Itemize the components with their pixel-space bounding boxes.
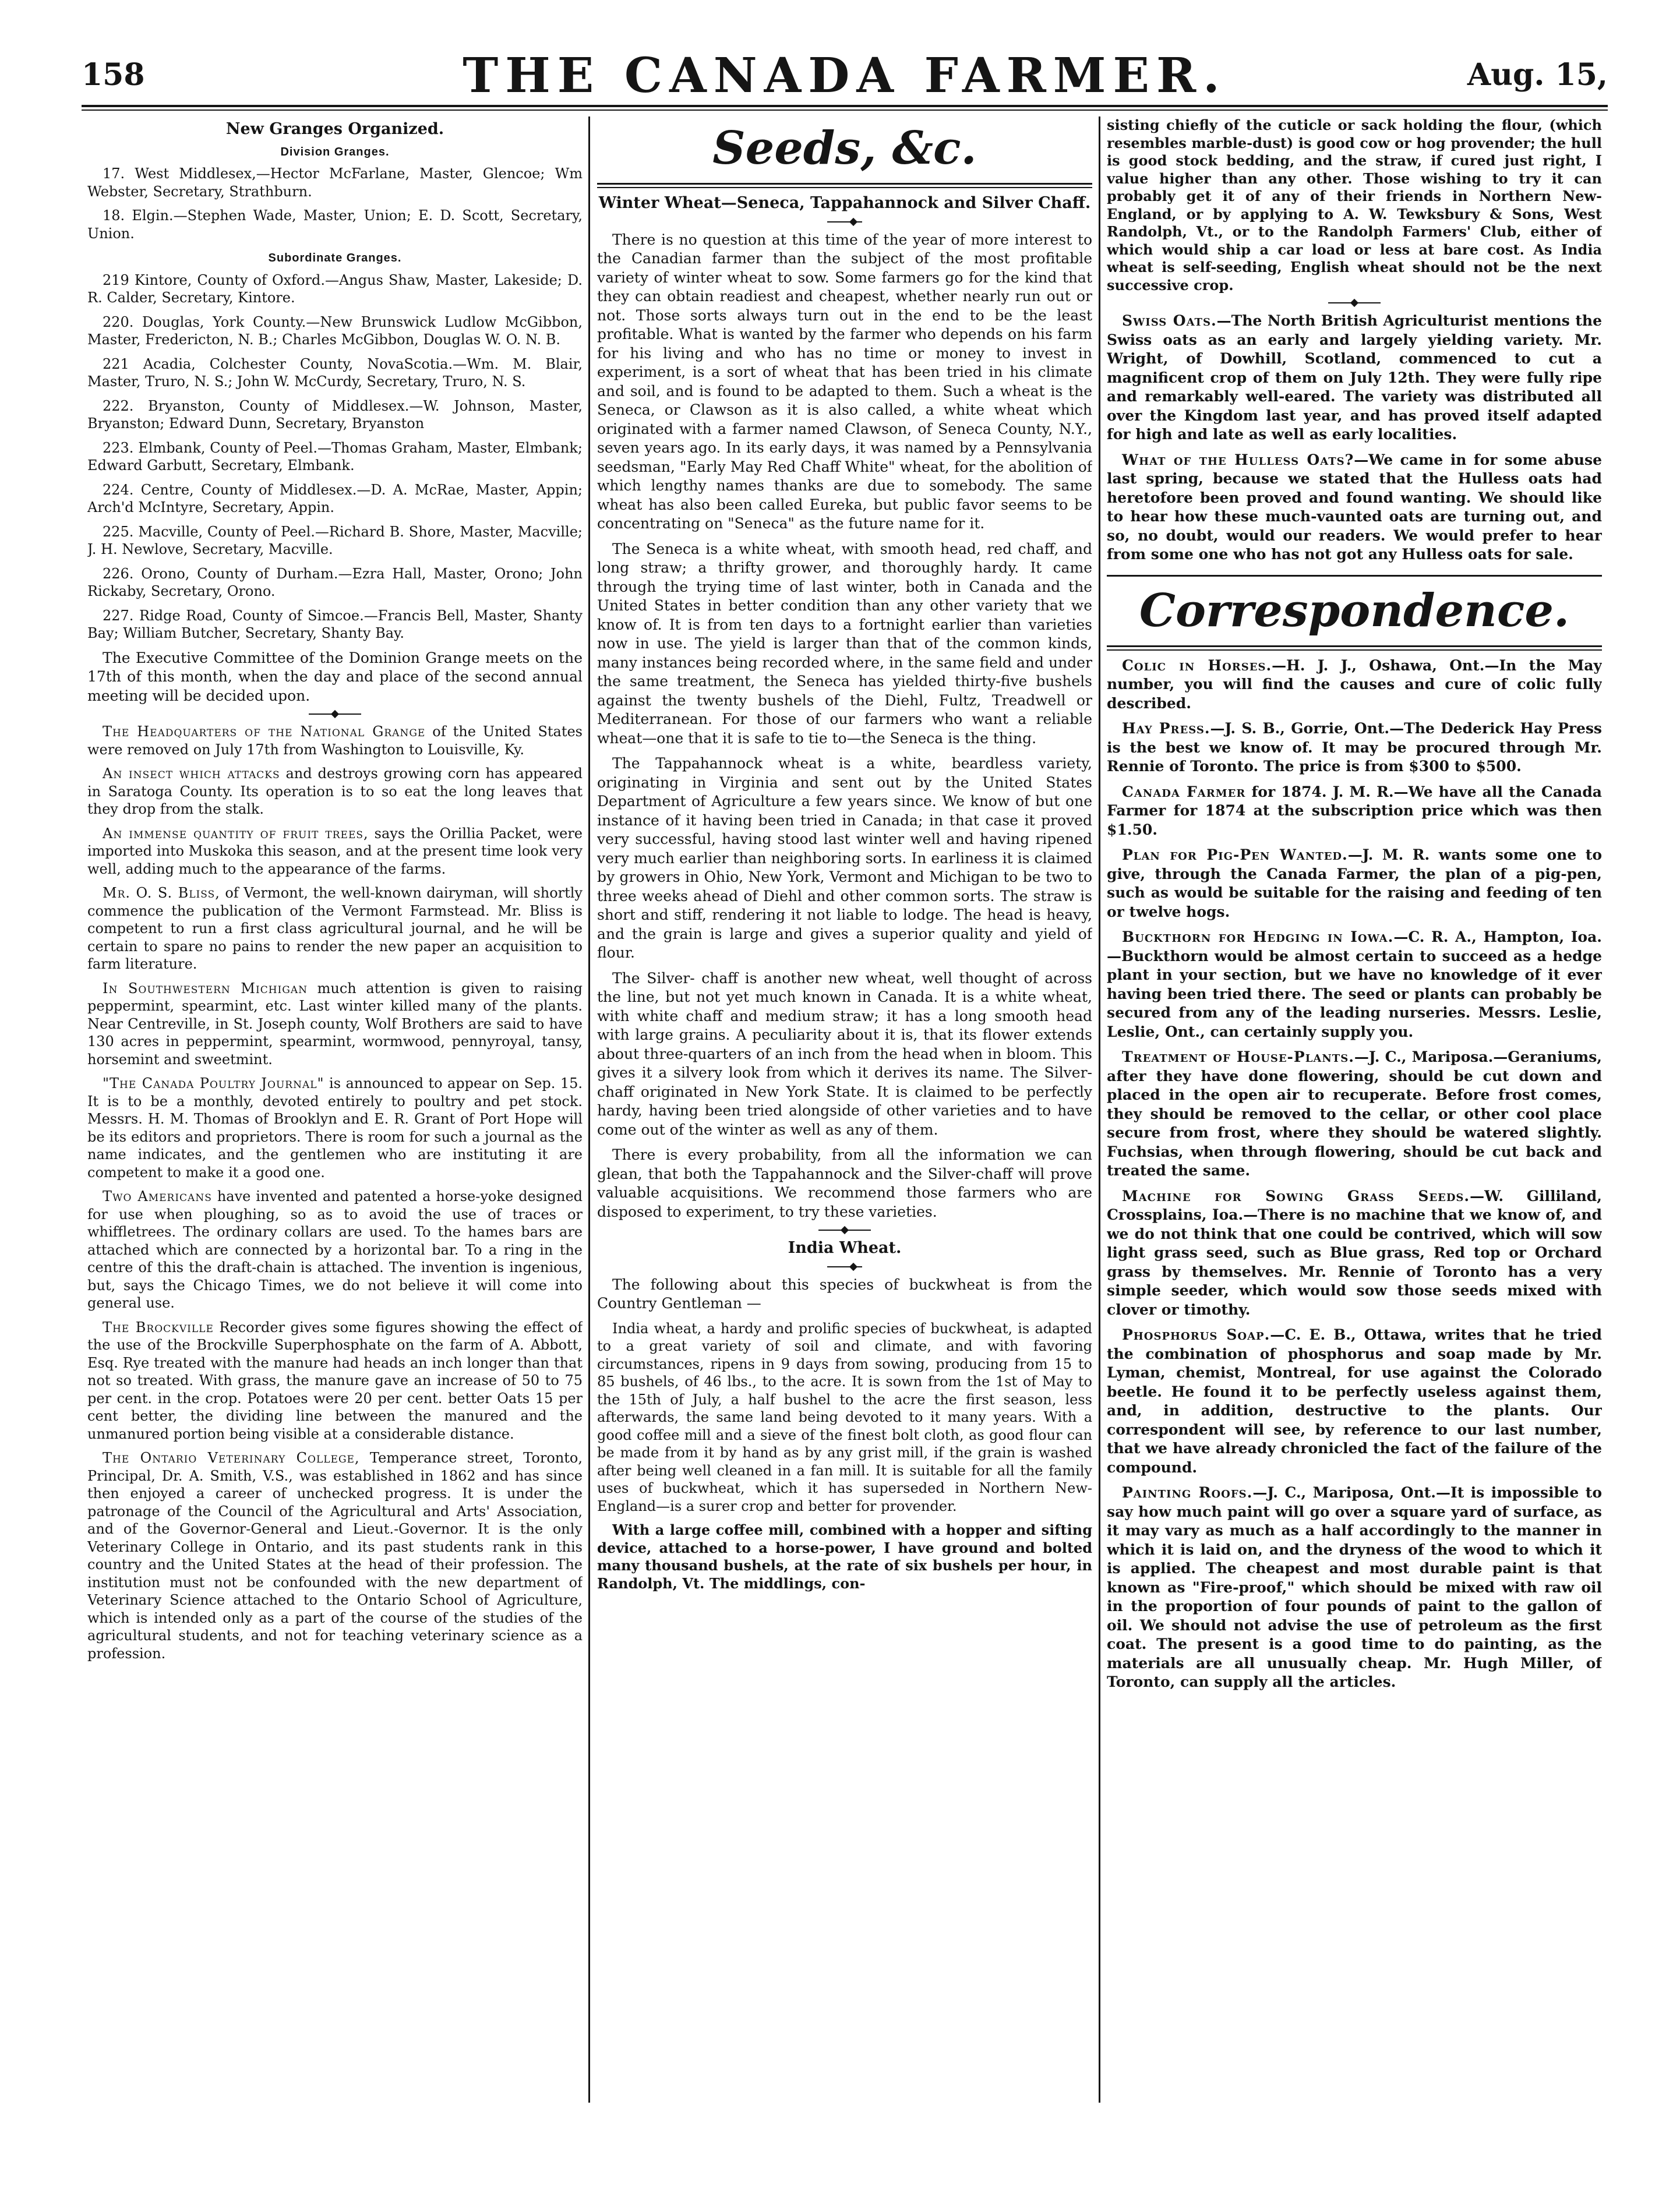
list-item: 220. Douglas, York County.—New Brunswick Ludlow McGibbon, Master, Fredericton, N. B.; Charles McGibbon, Douglas W. O. N. B. [87,313,583,348]
news-item: Two Americans have invented and patented a horse-yoke designed for use when ploughing, so as to avoid the use of traces or whiffletrees. The ordinary collars are used. To the hames bars are attached which are connected by a horizontal bar. To a ring in the centre of this the draft-chain is attached. The invention is ingenious, but, says the Chicago Times, we do not believe it will come into general use. [87,1188,583,1311]
article-paragraph: There is every probability, from all the information we can glean, that both the Tappahannock and the Silver-chaff will prove valuable acquisitions. We recommend those farmers who are disposed to experiment, to try these varieties. [597,1146,1092,1220]
news-item: The Ontario Veterinary College, Temperance street, Toronto, Principal, Dr. A. Smith, V.S., was established in 1862 and has since then enjoyed a career of unchecked progress. It is under the patronage of the Council of the Agricultural and Arts' Association, and of the Governor-General and Lieut.-Governor. It is the only Veterinary College in Ontario, and its past students rank in this country and the United States at the head of their profession. The institution must not be confounded with the new department of Veterinary Science attached to the Ontario School of Agriculture, which is intended only as a part of the course of the studies of the agricultural students, and not for teaching veterinary science as a profession. [87,1450,583,1662]
news-item: The Brockville Recorder gives some figures showing the effect of the use of the Brockville Superphosphate on the farm of A. Abbott, Esq. Rye treated with the manure had heads an inch longer than that not so treated. With grass, the manure gave an increase of 50 to 75 per cent. in the crop. Potatoes were 20 per cent. better Oats 15 per cent better, the dividing line between the manured and the unmanured portion being visible at a considerable distance. [87,1319,583,1442]
section-rule [1107,575,1602,577]
article-paragraph: The following about this species of buckwheat is from the Country Gentleman — [597,1276,1092,1312]
section-heading-correspondence: Correspondence. [1139,584,1570,637]
letter-item: Plan for Pig-Pen Wanted.—J. M. R. wants some one to give, through the Canada Farmer, the plan of a pig-pen, such as would be suitable for the raising and feeding of ten or twelve hogs. [1107,846,1602,920]
separator-ornament [818,1230,871,1231]
masthead [82,48,1608,104]
issue-date: Aug. 15, [1467,57,1608,93]
masthead-rule-thin [82,110,1608,111]
news-item: Swiss Oats.—The North British Agriculturist mentions the Swiss oats as an early and largely yielding variety. Mr. Wright, of Dowhill, Scotland, commenced to cut a magnificent crop of them on July 12th. They were fully ripe and remarkably well-eared. The variety was distributed all over the Kingdom last year, and has proved itself adapted for high and late as well as early localities. [1107,312,1602,443]
separator-ornament [1328,302,1381,303]
separator-rule [827,221,862,222]
continued-text: sisting chiefly of the cuticle or sack holding the flour, (which resembles marble-dust) is good cow or hog provender; the hull is good stock bedding, and the straw, if cured just right, I value higher than any other. Those wishing to try it can probably get it of any of their friends in Northern New-England, or by applying to A. W. Tewksbury & Sons, West Randolph, Vt., or to the Randolph Farmers' Club, either of which would ship a car load or less at bare cost. As India wheat is self-seeding, English wheat should not be the next successive crop. [1107,116,1602,294]
masthead-rule [82,105,1608,107]
heading-rule [597,183,1092,185]
subordinate-list [87,271,583,642]
article-title-india-wheat: India Wheat. [788,1239,902,1257]
quote-paragraph: India wheat, a hardy and prolific species of buckwheat, is adapted to a great variety of soil and climate, and with favoring circumstances, ripens in 9 days from sowing, producing from 15 to 85 bushels, of 46 lbs., to the acre. It is sown from the 1st of May to the 15th of July, a half bushel to the acre the first season, less afterwards, the same land being devoted to it many years. With a good coffee mill and a sieve of the finest bolt cloth, as good flour can be made from it by hand as by any grist mill, if the grain is washed after being well cleaned in a fan mill. It is suitable for all the family uses of buckwheat, which it has superseded in Northern New-England—is a surer crop and better for provender. [597,1320,1092,1514]
news-items [87,723,583,1662]
news-item: What of the Hulless Oats?—We came in for some abuse last spring, because we stated that the Hulless oats had heretofore been proved and found wanting. We should like to hear how these much-vaunted oats are turning out, and so, no doubt, would our readers. We would prefer to hear from some one who has not got any Hulless oats for sale. [1107,451,1602,563]
list-item: 221 Acadia, Colchester County, NovaScotia.—Wm. M. Blair, Master, Truro, N. S.; John W. McCurdy, Secretary, Truro, N. S. [87,355,583,390]
news-item: The Headquarters of the National Grange of the United States were removed on July 17th from Washington to Louisville, Ky. [87,723,583,758]
article-title-winter-wheat: Winter Wheat—Seneca, Tappahannock and Silver Chaff. [598,194,1091,212]
list-item: 223. Elmbank, County of Peel.—Thomas Graham, Master, Elmbank; Edward Garbutt, Secretary, Elmbank. [87,439,583,474]
article-paragraph: There is no question at this time of the year of more interest to the Canadian farmer than the subject of the most profitable variety of winter wheat to sow. Some farmers go for the kind that they can obtain readiest and cheapest, whether nearly run out or not. Those sorts always turn out in the end to be the least profitable. What is wanted by the farmer who depends on his farm for his living and who has no time or money to invest in experiment, is a sort of wheat that has been tried in his climate and soil, and is found to be adapted to them. Such a wheat is the Seneca, or Clawson as it is also called, a white wheat which originated with a farmer named Clawson, of Seneca County, N.Y., seven years ago. In its early days, it was named by a Pennsylvania seedsman, "Early May Red Chaff White" wheat, for the abolition of which lengthy names thanks are due to somebody. The same wheat has also been called Eureka, but public favor seems to be concentrating on "Seneca" as the future name for it. [597,231,1092,532]
separator-rule [827,1266,862,1267]
list-item: 18. Elgin.—Stephen Wade, Master, Union; E. D. Scott, Secretary, Union. [87,207,583,242]
heading-rule-thin [1107,649,1602,651]
separator-ornament [309,714,361,715]
news-item: In Southwestern Michigan much attention is given to raising peppermint, spearmint, etc. Last winter killed many of the plants. Near Centreville, in St. Joseph county, Wolf Brothers are said to have 130 acres in peppermint, spearmint, wormwood, pennyroyal, tansy, horsemint and sweetmint. [87,980,583,1068]
letter-item: Colic in Horses.—H. J. J., Oshawa, Ont.—In the May number, you will find the causes and cure of colic fully described. [1107,656,1602,712]
news-item: "The Canada Poultry Journal" is announced to appear on Sep. 15. It is to be a monthly, devoted entirely to poultry and pet stock. Messrs. H. M. Thomas of Brooklyn and E. R. Grant of Port Hope will be its editors and proprietors. There is room for such a journal as the name indicates, and the gentlemen who are instituting it are competent to make it a good one. [87,1075,583,1181]
letter-item: Buckthorn for Hedging in Iowa.—C. R. A., Hampton, Ioa.—Buckthorn would be almost certain to succeed as a hedge plant in your section, but we have no knowledge of it ever having been tried there. The seed or plants can probably be secured from any of the leading nurseries. Messrs. Leslie, Leslie, Ont., can certainly supply you. [1107,928,1602,1040]
article-paragraph: The Tappahannock wheat is a white, beardless variety, originating in Virginia and sent out by the United States Department of Agriculture a few years since. We know of but one instance of it having been tried in Canada; in that case it proved very successful, having stood last winter well and having ripened very much earlier than neighboring sorts. In earliness it is claimed by growers in Ohio, New York, Vermont and Michigan to be two to three weeks ahead of Diehl and other common sorts. The straw is short and stiff, rendering it not liable to lodge. The head is heavy, and the grain is large and gives a superior quality and yield of flour. [597,755,1092,961]
column-3 [1107,116,1602,2108]
granges-heading: New Granges Organized. [225,120,444,138]
section-heading-seeds: Seeds, &c. [712,122,977,175]
column-divider [588,116,590,2103]
letter-item: Canada Farmer for 1874. J. M. R.—We have all the Canada Farmer for 1874 at the subscription price which was then $1.50. [1107,783,1602,838]
heading-rule-thin [597,187,1092,188]
list-item: 222. Bryanston, County of Middlesex.—W. Johnson, Master, Bryanston; Edward Dunn, Secretary, Bryanston [87,397,583,432]
column-divider [1099,116,1100,2103]
list-item: 17. West Middlesex,—Hector McFarlane, Master, Glencoe; Wm Webster, Secretary, Strathburn. [87,165,583,200]
column-1 [87,116,583,2108]
list-item: 225. Macville, County of Peel.—Richard B. Shore, Master, Macville; J. H. Newlove, Secretary, Macville. [87,523,583,557]
article-paragraph: The Silver- chaff is another new wheat, well thought of across the line, but not yet much known in Canada. It is a white wheat, with white chaff and medium straw; it has a long smooth head with large grains. A peculiarity about it is, that its flower extends about three-quarters of an inch from the head when in bloom. This gives it a silvery look from which it derives its name. The Silver-chaff originated in New York State. It is claimed to be perfectly hardy, having been tried alongside of other varieties and to have come out of the winter as well as any of them. [597,969,1092,1138]
list-item: 227. Ridge Road, County of Simcoe.—Francis Bell, Master, Shanty Bay; William Butcher, Secretary, Shanty Bay. [87,607,583,641]
quote-paragraph: With a large coffee mill, combined with a hopper and sifting device, attached to a horse-power, I have ground and bolted many thousand bushels, at the rate of six bushels per hour, in Randolph, Vt. The middlings, con- [597,1521,1092,1592]
division-list [87,165,583,242]
list-item: 226. Orono, County of Durham.—Ezra Hall, Master, Orono; John Rickaby, Secretary, Orono. [87,565,583,599]
letter-item: Treatment of House-Plants.—J. C., Mariposa.—Geraniums, after they have done flowering, should be cut down and placed in the open air to recuperate. Before frost comes, they should be removed to the cellar, or other cool place secure from frost, where they should be watered slightly. Fuchsias, when through flowering, should be cut back and treated the same. [1107,1048,1602,1179]
letter-item: Hay Press.—J. S. B., Gorrie, Ont.—The Dederick Hay Press is the best we know of. It may be procured through Mr. Rennie of Toronto. The price is from $300 to $500. [1107,720,1602,775]
heading-rule [1107,645,1602,647]
column-2 [597,116,1092,2108]
subordinate-heading: Subordinate Granges. [268,252,402,264]
newspaper-title: THE CANADA FARMER. [463,48,1227,104]
article-paragraph: The Seneca is a white wheat, with smooth head, red chaff, and long straw; a thrifty grower, and thoroughly hardy. It came through the trying time of last winter, both in Canada and the United States in better condition than any other variety that we know of. It is from ten days to a fortnight earlier than varieties now in use. The yield is larger than that of the common kinds, many instances being recorded where, in the same field and under the same treatment, the Seneca has yielded thirty-five bushels against the twenty bushels of the Diehl, Fultz, Treadwell or Mediterranean. For those of our farmers who want a reliable wheat—one that it is safe to tie to—the Seneca is the thing. [597,540,1092,747]
news-item: An immense quantity of fruit trees, says the Orillia Packet, were imported into Muskoka this season, and at the present time look very well, adding much to the appearance of the farms. [87,825,583,877]
letter-item: Phosphorus Soap.—C. E. B., Ottawa, writes that he tried the combination of phosphorus and soap made by Mr. Lyman, chemist, Montreal, for use against the Colorado beetle. He found it to be perfectly useless against them, and, in addition, destructive to the plants. Our correspondent will see, by reference to our last number, that we have already chronicled the fact of the failure of the compound. [1107,1326,1602,1476]
quoted-passage [597,1320,1092,1593]
committee-note: The Executive Committee of the Dominion Grange meets on the 17th of this month, when the day and place of the second annual meeting will be decided upon. [87,649,583,704]
division-heading: Division Granges. [280,145,390,158]
news-item: Mr. O. S. Bliss, of Vermont, the well-known dairyman, will shortly commence the publication of the Vermont Farmstead. Mr. Bliss is competent to run a first class agricultural journal, and he will be certain to spare no pains to render the new paper an acquisition to farm literature. [87,885,583,972]
list-item: 224. Centre, County of Middlesex.—D. A. McRae, Master, Appin; Arch'd McIntyre, Secretary, Appin. [87,481,583,515]
news-item: An insect which attacks and destroys growing corn has appeared in Saratoga County. Its operation is to so eat the long leaves that they drop from the stalk. [87,765,583,817]
letter-item: Machine for Sowing Grass Seeds.—W. Gilliland, Crossplains, Ioa.—There is no machine that we know of, and we do not think that one could be contrived, which will sow light grass seed, such as Blue grass, Red top or Orchard grass by themselves. Mr. Rennie of Toronto has a very simple seeder, which would sow those seeds mixed with clover or timothy. [1107,1187,1602,1318]
list-item: 219 Kintore, County of Oxford.—Angus Shaw, Master, Lakeside; D. R. Calder, Secretary, Kintore. [87,271,583,306]
letter-item: Painting Roofs.—J. C., Mariposa, Ont.—It is impossible to say how much paint will go over a square yard of surface, as it may vary as much as a half accordingly to the manner in which it is laid on, and the dryness of the wood to which it is applied. The cheapest and most durable paint is that known as "Fire-proof," which should be mixed with raw oil in the proportion of four pounds of paint to the gallon of oil. We should not advise the use of petroleum as the first coat. The present is a good time to do painting, as the materials are all unusually cheap. Mr. Hugh Miller, of Toronto, can supply all the articles. [1107,1484,1602,1690]
page-number: 158 [82,57,145,93]
